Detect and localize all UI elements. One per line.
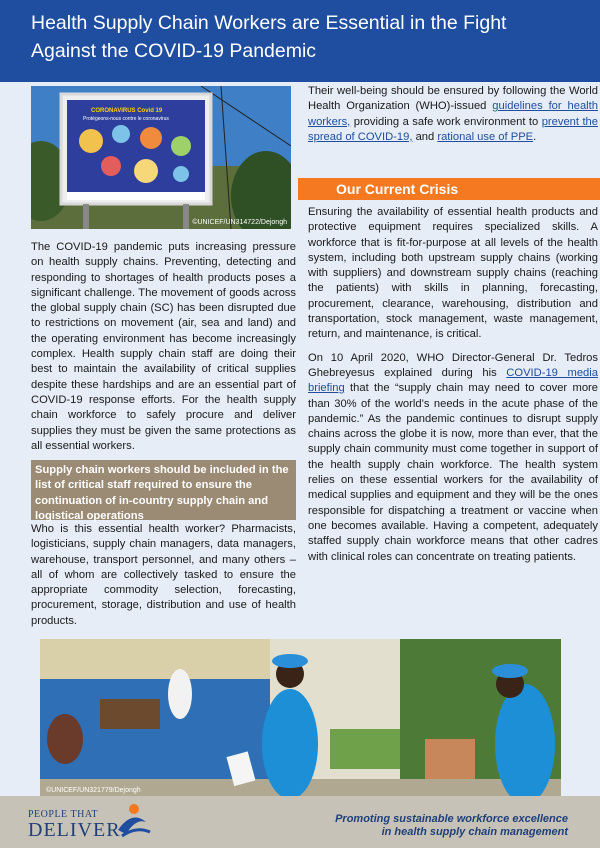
intro-paragraph: The COVID-19 pandemic puts increasing pressure on health supply chains. Preventing, detecting and responding to shortages of health products poses a significant challenge. The movement of goods across the global supply chain (SC) has been disrupted due to restrictions on movement (air, sea and land) and the operating environment has become increasingly complex. Health supply chain staff are doing their best to maintain the availability of critical supplies despite these hardships and are an essential part of COVID-19 response efforts. For the health supply chain workforce to safely procure and deliver supplies they must be given the same protections as all essential workers. [31,241,296,452]
bottom-photo [40,639,561,800]
people-that-deliver-logo [28,809,121,840]
wellbeing-paragraph: Their well-being should be ensured by following the World Health Organization (WHO)-issued guidelines for health workers, providing a safe work environment to prevent the spread of COVID-19, and rational use of PPE. [308,85,598,143]
section-title: Our Current Crisis [336,181,459,197]
skills-paragraph: Ensuring the availability of essential health products and protective equipment requires specialized skills. A workforce that is fit-for-purpose at all levels of the health system, including both upstream supply chains (working with suppliers) and downstream supply chains (reaching the patients) with skills in planning, forecasting, procurement, clearance, warehousing, distribution and transportation, stock management, waste management, return, and maintenance, is critical. [308,206,598,341]
svg-text:Protégeons-nous contre le coro: Protégeons-nous contre le coronavirus [83,116,169,122]
logo-line-2: DELIVER [28,819,121,841]
who-is-paragraph: Who is this essential health worker? Pharmacists, logisticians, supply chain managers, data managers, warehouse, transport personnel, and many others – all of whom are collectively tasked to ensure the appropriate commodity selection, forecasting, procurement, storage, distribution and use of health products. [31,523,296,627]
guidelines-link[interactable]: guidelines for health workers, [308,100,598,128]
bottom-photo-illustration [40,639,561,800]
ppe-link[interactable]: rational use of PPE [437,130,534,143]
right-column-intro [308,84,598,153]
bottom-photo-credit: ©UNICEF/UN321779/Dejongh [46,787,141,794]
top-photo-illustration [31,86,291,229]
left-column-text-2 [31,522,296,637]
top-photo [31,86,291,229]
header-bar [0,0,600,82]
left-column-text [31,240,296,462]
callout-box: Supply chain workers should be included in the list of critical staff required to ensure the continuation of in-country supply chain and logistical operations [31,460,296,520]
page-title: Health Supply Chain Workers are Essential in the Fight Against the COVID-19 Pandemic [31,12,507,62]
right-column-text [308,205,598,573]
briefing-paragraph: On 10 April 2020, WHO Director-General Dr. Tedros Ghebreyesus explained during his COVID-19 media briefing that the “supply chain may need to cover more than 30% of the world’s needs in the acute phase of the pandemic.” As the pandemic continues to disrupt supply chains across the globe it is now, more than ever, that the supply chain community must come together in support of the health supply chain workforce. The health system relies on these essential workers for the availability of medical supplies and equipment and they will be the ones responsible for dispatching a treatment or vaccine when one becomes available. Having a competent, adequately staffed supply chain workforce means that other cadres with clinical roles can concentrate on treating patients. [308,351,598,563]
prevent-spread-link[interactable]: prevent the spread of COVID-19, [308,115,598,143]
footer-tagline [308,813,568,839]
media-briefing-link[interactable]: COVID-19 media briefing [308,366,598,395]
svg-text:CORONAVIRUS Covid 19: CORONAVIRUS Covid 19 [91,108,163,114]
tagline-line-2: in health supply chain management [381,826,568,838]
section-header-crisis [298,178,600,200]
logo-line-1: PEOPLE THAT [28,809,99,820]
logo-swoosh-icon [112,800,154,842]
tagline-line-1: Promoting sustainable workforce excellence [335,813,568,825]
top-photo-credit: ©UNICEF/UN314722/Dejongh [192,219,287,226]
